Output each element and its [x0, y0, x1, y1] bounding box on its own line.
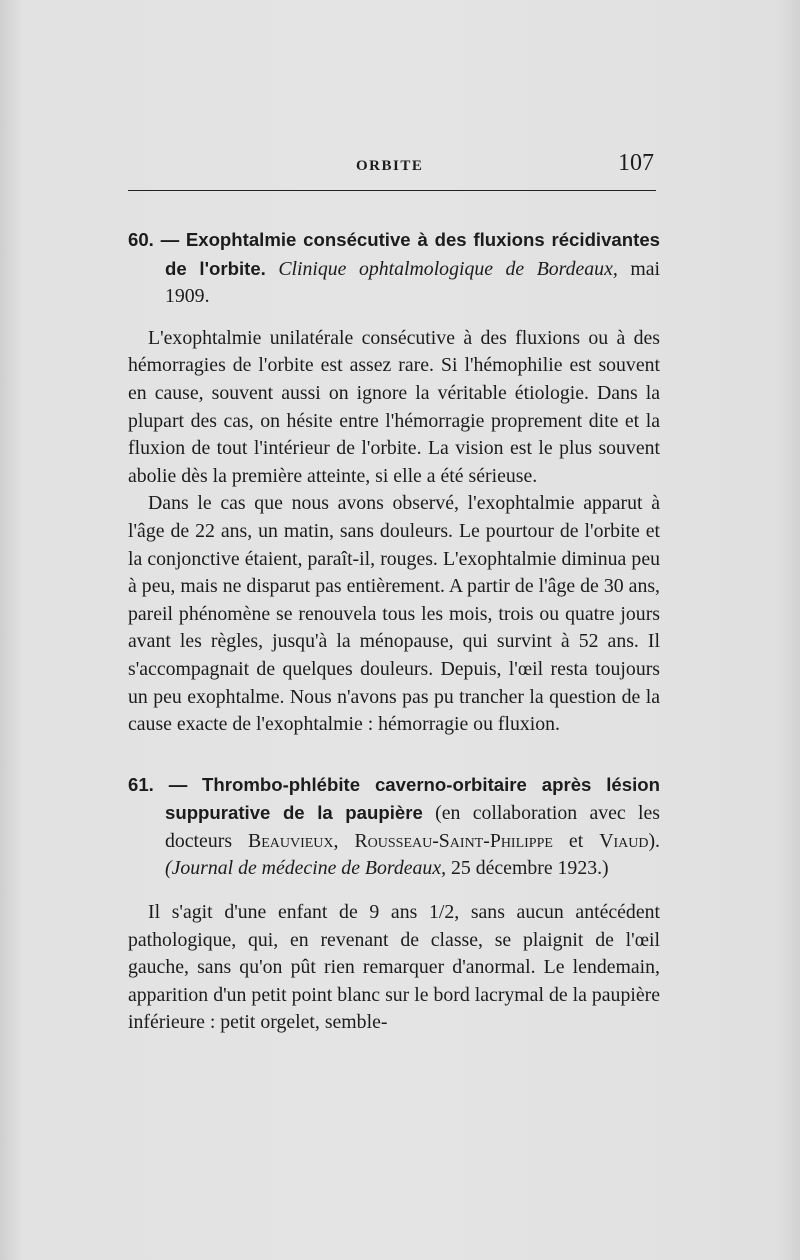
- entry-61-journal: (Journal de médecine de Bordeaux,: [165, 857, 447, 880]
- collaborator-separator: ,: [333, 829, 355, 852]
- entry-60-title: [128, 226, 660, 311]
- collaborator-name: Beauvieux: [248, 829, 334, 852]
- spacer: [128, 739, 660, 771]
- collaborator-separator: et: [552, 829, 600, 852]
- entry-61-paragraph-1: Il s'agit d'une enfant de 9 ans 1/2, sans aucun antécédent pathologique, qui, en revenant de classe, se plaignit de l'œil gauche, sans qu'on pût rien remarquer d'anormal. Le lendemain, apparition d'un petit point blanc sur le bord lacrymal de la paupière inférieure : petit orgelet, semble-: [128, 901, 660, 1034]
- header-rule: [128, 190, 656, 191]
- running-head: ORBITE: [356, 158, 424, 174]
- collaborator-name: Rousseau-Saint-Philippe: [354, 829, 553, 852]
- entry-61-title: [128, 771, 660, 883]
- page-body: [128, 226, 660, 1037]
- page-header: [128, 146, 656, 186]
- entry-60-number: 60. —: [128, 229, 180, 250]
- spacer: [128, 311, 660, 325]
- entry-60-heading: Exophtalmie consécutive à des fluxions récidivantes de l'orbite.: [165, 229, 661, 279]
- collaborator-name: Viaud: [599, 829, 649, 852]
- entry-60-date: mai 1909.: [165, 257, 660, 308]
- entry-61-collab-suffix: ).: [648, 829, 661, 852]
- spacer: [128, 883, 660, 899]
- entry-60-journal: Clinique ophtalmologique de Bordeaux,: [278, 257, 618, 280]
- page-number: 107: [618, 150, 654, 176]
- entry-60-paragraph-1: L'exophtalmie unilatérale consécutive à des fluxions ou à des hémorragies de l'orbite est assez rare. Si l'hémophilie est souvent en cause, souvent aussi on ignore la véritable étiologie. Dans la plupart des cas, on hésite entre l'hémorragie proprement dite et la fluxion de tout l'intérieur de l'orbite. La vision est le plus souvent abolie dès la première atteinte, si elle a été sérieuse.: [128, 326, 660, 487]
- entry-60-paragraph-2: Dans le cas que nous avons observé, l'exophtalmie apparut à l'âge de 22 ans, un matin, sans douleurs. Le pourtour de l'orbite et la conjonctive étaient, paraît-il, rouges. L'exophtalmie diminua peu à peu, mais ne disparut pas entièrement. A partir de l'âge de 30 ans, pareil phénomène se renouvela tous les mois, trois ou quatre jours avant les règles, jusqu'à la ménopause, qui survint à 52 ans. Il s'accompagnait de quelques douleurs. Depuis, l'œil resta toujours un peu exophtalme. Nous n'avons pas pu trancher la question de la cause exacte de l'exophtalmie : hémorragie ou fluxion.: [128, 492, 660, 736]
- entry-61-number: 61. —: [128, 773, 188, 795]
- entry-61-date: 25 décembre 1923.): [451, 857, 609, 880]
- entry-61-heading: Thrombo-phlébite caverno-orbitaire après lésion suppurative de la paupière: [165, 773, 660, 824]
- entry-61-collab-prefix: (en collaboration avec les docteurs: [165, 802, 660, 852]
